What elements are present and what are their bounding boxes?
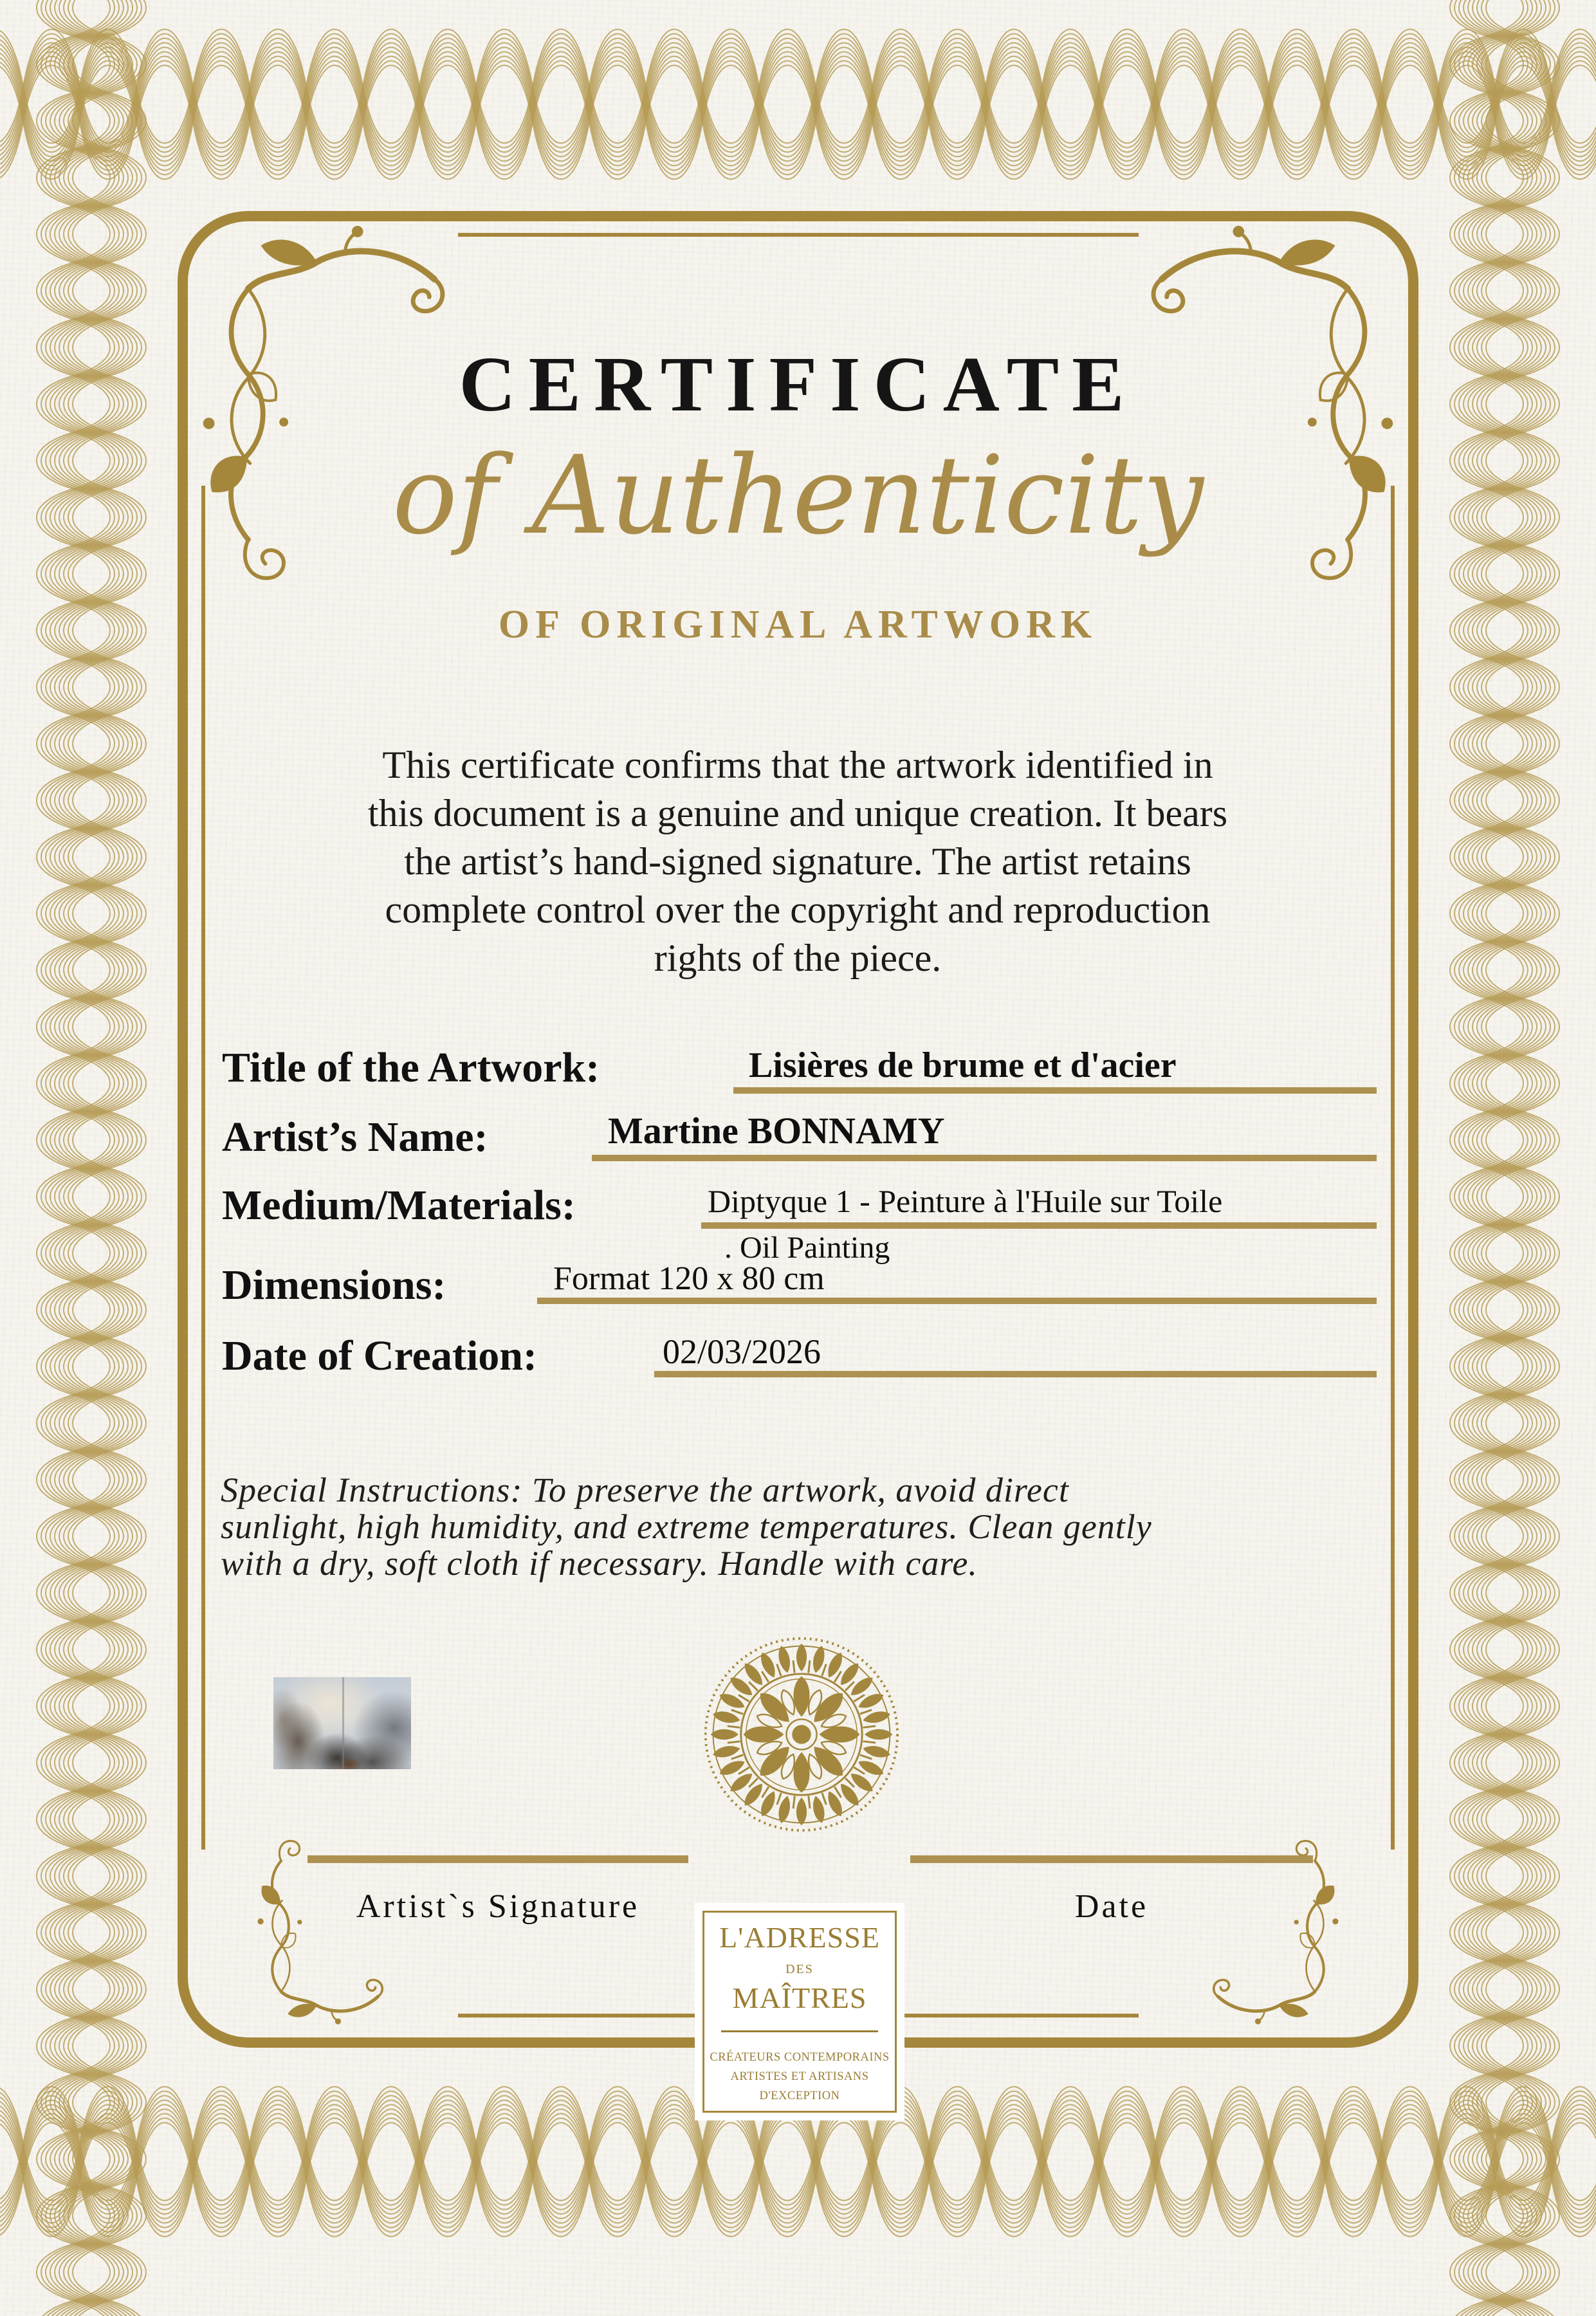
intro-paragraph <box>219 741 1377 982</box>
instructions-line: Special Instructions: To preserve the artwork, avoid direct <box>221 1471 1069 1509</box>
gallery-logo-tagline2: ARTISTES ET ARTISANS <box>730 2070 869 2083</box>
inner-frame-thin-line-top <box>458 233 1139 237</box>
field-underline-creation-date <box>654 1371 1377 1377</box>
certificate-subtitle-caps: OF ORIGINAL ARTWORK <box>498 603 1098 647</box>
field-value-title: Lisières de brume et d'acier <box>749 1045 1177 1085</box>
field-underline-artist <box>592 1155 1377 1161</box>
intro-line: This certificate confirms that the artwork identified in <box>382 744 1213 786</box>
gallery-logo-box <box>695 1903 904 2120</box>
certificate-title: CERTIFICATE <box>459 341 1137 428</box>
date-label: Date <box>1074 1888 1149 1925</box>
artwork-thumbnail <box>273 1677 411 1769</box>
intro-line: rights of the piece. <box>654 937 942 979</box>
field-underline-medium <box>701 1222 1377 1229</box>
inner-frame-thin-line-left <box>201 486 205 1850</box>
field-value-medium: Diptyque 1 - Peinture à l'Huile sur Toile <box>708 1183 1223 1219</box>
date-line <box>910 1855 1313 1863</box>
field-value-creation-date: 02/03/2026 <box>663 1332 821 1371</box>
gallery-logo-line2: DES <box>785 1962 814 1976</box>
field-label-title: Title of the Artwork: <box>222 1044 600 1091</box>
guilloche-border-top <box>0 24 1596 193</box>
artist-signature-line <box>307 1855 688 1863</box>
field-value-medium-overflow: . Oil Painting <box>724 1231 890 1265</box>
gallery-logo-divider <box>721 2030 878 2032</box>
intro-line: this document is a genuine and unique creation. It bears <box>367 792 1228 834</box>
field-label-medium: Medium/Materials: <box>222 1182 576 1229</box>
field-label-dimensions: Dimensions: <box>222 1262 446 1309</box>
gallery-logo-line3: MAÎTRES <box>732 1981 867 2014</box>
intro-line: complete control over the copyright and reproduction <box>385 888 1211 931</box>
field-value-dimensions: Format 120 x 80 cm <box>553 1260 825 1297</box>
special-instructions <box>221 1472 1391 1582</box>
gallery-logo-border <box>702 1911 897 2113</box>
field-value-artist: Martine BONNAMY <box>608 1110 945 1152</box>
artist-signature-label: Artist`s Signature <box>356 1888 640 1925</box>
field-underline-title <box>733 1087 1377 1094</box>
instructions-line: with a dry, soft cloth if necessary. Handle with care. <box>221 1544 978 1583</box>
instructions-line: sunlight, high humidity, and extreme temperatures. Clean gently <box>221 1507 1152 1546</box>
rosette-seal <box>701 1633 903 1835</box>
field-label-artist: Artist’s Name: <box>222 1114 488 1161</box>
field-label-creation-date: Date of Creation: <box>222 1332 537 1379</box>
inner-frame-thin-line-right <box>1391 486 1395 1850</box>
field-underline-dimensions <box>537 1298 1377 1304</box>
certificate-subtitle-script: of Authenticity <box>392 432 1204 558</box>
gallery-logo-tagline3: D'EXCEPTION <box>759 2090 840 2102</box>
gallery-logo-tagline1: CRÉATEURS CONTEMPORAINS <box>710 2051 890 2064</box>
intro-line: the artist’s hand-signed signature. The artist retains <box>404 840 1191 883</box>
gallery-logo-line1: L'ADRESSE <box>719 1921 880 1954</box>
